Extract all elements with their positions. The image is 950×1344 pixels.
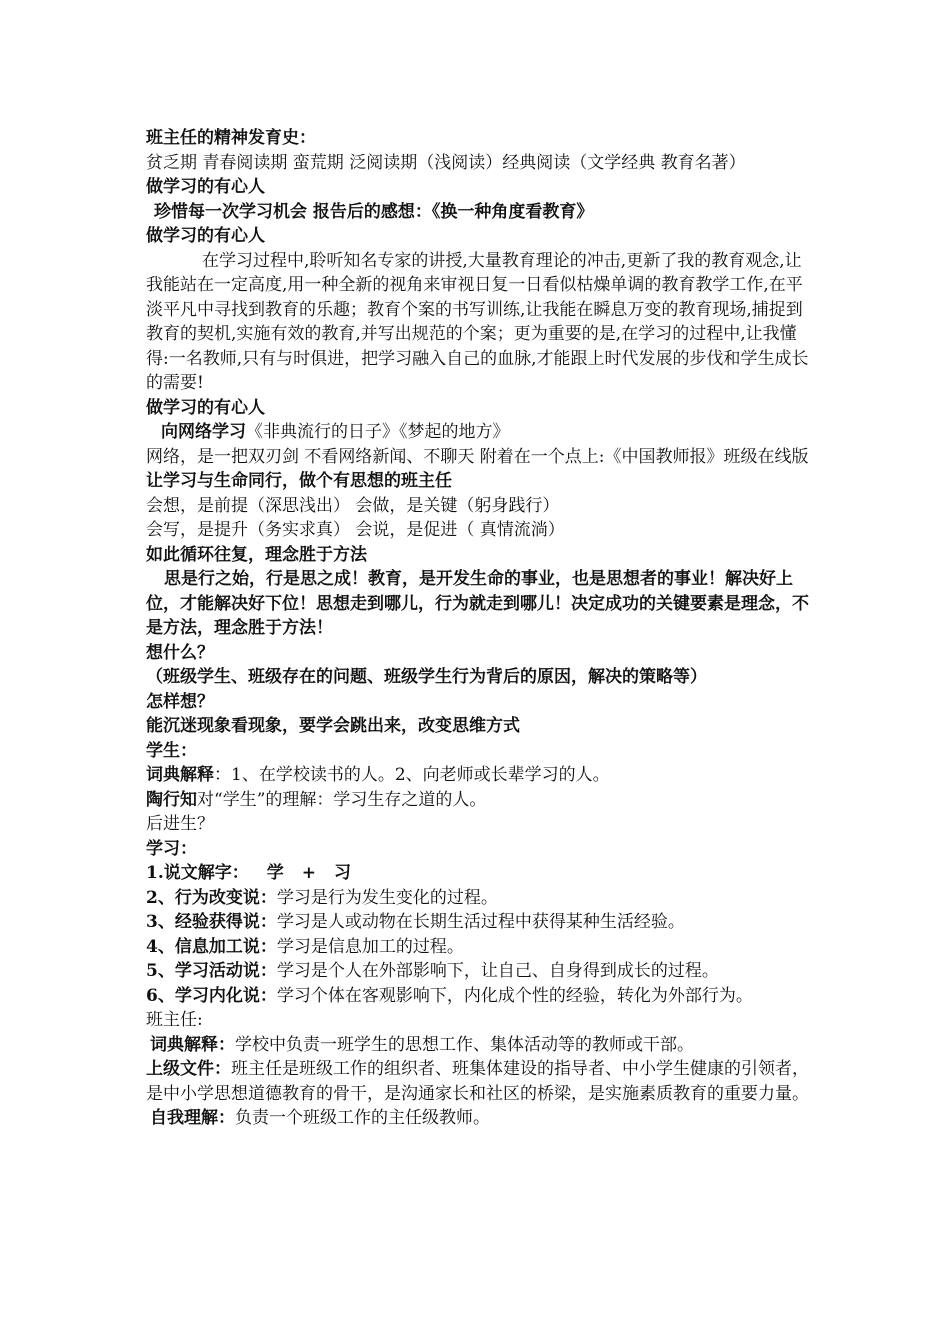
heading-learning-2: 做学习的有心人 — [146, 226, 265, 246]
network-learning-label: 向网络学习 — [161, 422, 246, 442]
heading-student: 学生： — [146, 740, 197, 761]
taoxingzhi-label: 陶行知 — [146, 789, 197, 810]
theory-behavior — [146, 886, 810, 911]
paragraph-learning-process — [146, 249, 810, 396]
shuowen-xi: 习 — [334, 863, 351, 883]
think-do-line: 会想，是前提（深思浅出） 会做，是关键（躬身践行） — [146, 495, 560, 516]
document-page — [146, 126, 810, 1131]
theory-activity-text: 学习是个人在外部影响下，让自己、自身得到成长的过程。 — [276, 961, 719, 981]
network-paragraph: 网络，是一把双刃剑 不看网络新闻、不聊天 附着在一个点上:《中国教师报》班级在线版 — [146, 446, 809, 467]
write-say-line: 会写，是提升（务实求真） 会说，是促进（ 真情流淌） — [146, 520, 565, 540]
taoxingzhi-text: 对“学生”的理解：学习生存之道的人。 — [197, 789, 487, 810]
paragraph-learning-text: 在学习过程中,聆听知名专家的讲授,大量教育理论的冲击,更新了我的教育观念,让我能站在一定高度,用一种全新的视角来审视日复一日看似枯燥单调的教育教学工作,在平淡平凡中寻找到教育的乐趣；教育个案的书写训练,让我能在瞬息万变的教育现场,捕捉到教育的契机,实施有效的教育,并写出规范的个案；更为重要的是,在学习的过程中,让我懂得:一名教师,只有与时俱进，把学习融入自己的血脉,才能跟上时代发展的步伐和学生成长的需要! — [146, 250, 809, 393]
theory-activity-label: 5、学习活动说： — [146, 961, 277, 981]
student-dictionary-text: ：1、在学校读书的人。2、向老师或长辈学习的人。 — [214, 765, 610, 785]
heading-spiritual-history: 班主任的精神发育史： — [146, 128, 316, 148]
paragraph-thinking — [146, 567, 810, 641]
headteacher-dictionary-label: 词典解释： — [150, 1034, 235, 1055]
subheading-cherish: 珍惜每一次学习机会 报告后的感想：《换一种角度看教育》 — [154, 201, 594, 222]
reading-stages: 贫乏期 青春阅读期 蛮荒期 泛阅读期（浅阅读）经典阅读（文学经典 教育名著） — [146, 152, 746, 173]
headteacher-official-line — [146, 1057, 810, 1106]
question-what: 想什么？ — [146, 642, 214, 663]
question-what-detail: （班级学生、班级存在的问题、班级学生行为背后的原因，解决的策略等） — [146, 667, 707, 687]
heading-cycle: 如此循环往复，理念胜于方法 — [146, 544, 367, 565]
theory-internalization — [146, 984, 810, 1009]
question-how: 怎样想？ — [146, 691, 214, 712]
network-learning-titles: 《非典流行的日子》《梦起的地方》 — [246, 422, 510, 442]
heading-learning-def: 学习： — [146, 838, 197, 859]
student-dictionary-label: 词典解释 — [146, 765, 214, 785]
theory-behavior-label: 2、行为改变说： — [146, 887, 277, 908]
heading-learning-3: 做学习的有心人 — [146, 397, 265, 418]
heading-thinking-teacher: 让学习与生命同行，做个有思想的班主任 — [146, 471, 452, 491]
paragraph-thinking-text: 思是行之始，行是思之成！教育，是开发生命的事业，也是思想者的事业！解决好上位，才能解决好下位！思想走到哪儿，行为就走到哪儿！决定成功的关键要素是理念，不是方法，理念胜于方法！ — [146, 569, 809, 638]
network-learning-line — [146, 420, 810, 445]
headteacher-self-text: 负责一个班级工作的主任级教师。 — [235, 1108, 490, 1128]
theory-experience-label: 3、经验获得说： — [146, 912, 277, 932]
theory-behavior-text: 学习是行为发生变化的过程。 — [276, 887, 498, 908]
headteacher-dictionary-text: 学校中负责一班学生的思想工作、集体活动等的教师或干部。 — [235, 1034, 694, 1055]
headteacher-self-label: 自我理解： — [150, 1108, 235, 1128]
theory-internalization-text: 学习个体在客观影响下，内化成个性的经验，转化为外部行为。 — [276, 985, 753, 1006]
theory-internalization-label: 6、学习内化说： — [146, 985, 277, 1006]
theory-information — [146, 935, 810, 960]
headteacher-official-label: 上级文件： — [146, 1059, 231, 1079]
theory-activity — [146, 959, 810, 984]
shuowen-plus: + — [301, 863, 316, 883]
theory-information-label: 4、信息加工说： — [146, 936, 277, 957]
headteacher-dictionary-line — [146, 1033, 810, 1058]
theory-experience — [146, 910, 810, 935]
heading-head-teacher: 班主任: — [146, 1010, 203, 1030]
shuowen-xue: 学 — [266, 863, 284, 883]
underachiever-question: 后进生？ — [146, 814, 214, 834]
shuowen-label: 1.说文解字： — [146, 863, 249, 883]
heading-learning-1: 做学习的有心人 — [146, 177, 265, 197]
taoxingzhi-line — [146, 788, 810, 813]
theory-experience-text: 学习是人或动物在长期生活过程中获得某种生活经验。 — [276, 912, 685, 932]
shuowen-line — [146, 861, 810, 886]
headteacher-official-text: 班主任是班级工作的组织者、班集体建设的指导者、中小学生健康的引领者，是中小学思想道德教育的骨干，是沟通家长和社区的桥梁，是实施素质教育的重要力量。 — [146, 1059, 809, 1104]
headteacher-self-line — [146, 1106, 810, 1131]
student-dictionary-line — [146, 763, 810, 788]
question-how-detail: 能沉迷现象看现象，要学会跳出来，改变思维方式 — [146, 716, 520, 736]
theory-information-text: 学习是信息加工的过程。 — [276, 936, 464, 957]
